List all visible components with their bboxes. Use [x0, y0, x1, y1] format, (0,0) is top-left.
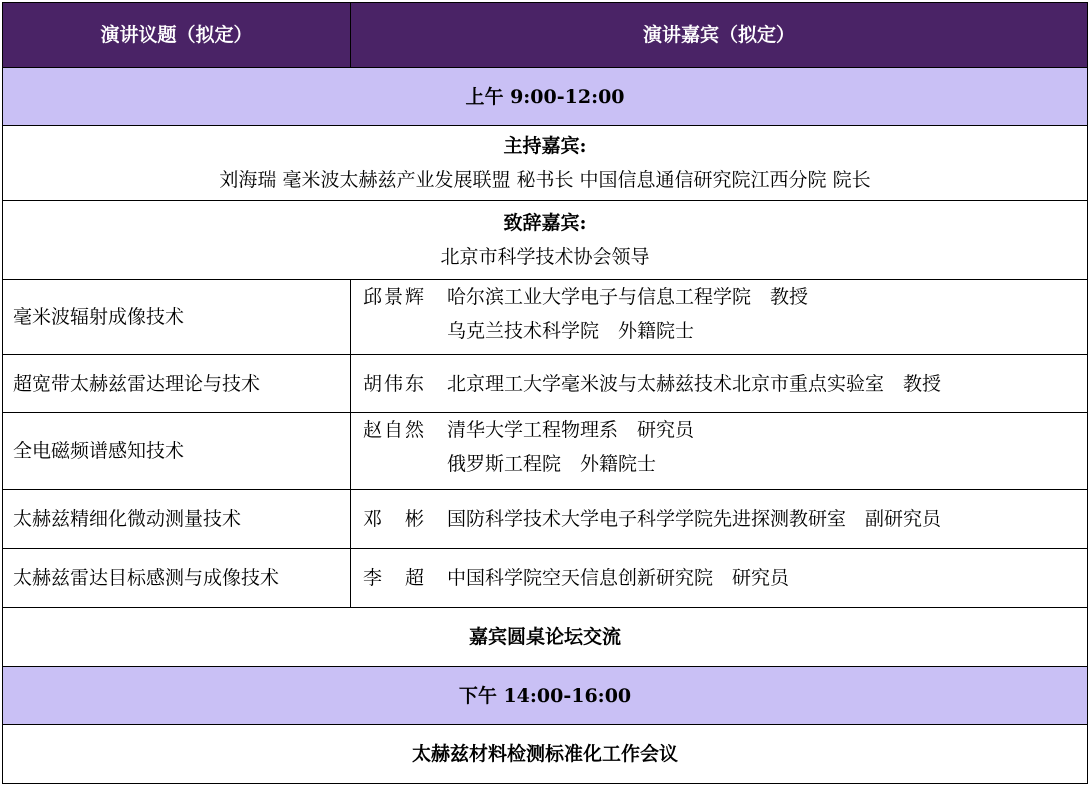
- header-speaker: 演讲嘉宾（拟定）: [351, 3, 1088, 68]
- afternoon-time: 下午 14:00-16:00: [3, 667, 1088, 725]
- talk-speaker-cell: [351, 280, 1088, 355]
- talk-speaker-cell: [351, 549, 1088, 608]
- speaker-affiliation: 俄罗斯工程院 外籍院士: [447, 453, 657, 475]
- table-row: [3, 490, 1088, 549]
- speaker-name: 李 超: [363, 567, 427, 589]
- host-row: [3, 126, 1088, 201]
- talk-speaker-cell: [351, 490, 1088, 549]
- speaker-affiliation: 哈尔滨工业大学电子与信息工程学院 教授: [447, 286, 809, 308]
- speaker-affiliation: 国防科学技术大学电子科学学院先进探测教研室 副研究员: [447, 508, 942, 530]
- speaker-name: 胡伟东: [363, 372, 427, 395]
- talk-topic: 超宽带太赫兹雷达理论与技术: [3, 355, 351, 413]
- speaker-affiliation: 中国科学院空天信息创新研究院 研究员: [447, 567, 790, 589]
- speech-info: 北京市科学技术协会领导: [440, 246, 650, 268]
- talk-speaker-cell: [351, 355, 1088, 413]
- meeting-row: [3, 725, 1088, 784]
- table-row: [3, 355, 1088, 413]
- morning-session-row: [3, 68, 1088, 126]
- host-cell: [3, 126, 1088, 201]
- roundtable-row: [3, 608, 1088, 667]
- agenda-table: [2, 2, 1088, 784]
- talk-speaker-cell: [351, 413, 1088, 490]
- speaker-affiliation: 北京理工大学毫米波与太赫兹技术北京市重点实验室 教授: [447, 372, 942, 395]
- afternoon-session-row: [3, 667, 1088, 725]
- morning-time: 上午 9:00-12:00: [3, 68, 1088, 126]
- talk-topic: 全电磁频谱感知技术: [3, 413, 351, 490]
- speech-row: [3, 201, 1088, 280]
- meeting-label: 太赫兹材料检测标准化工作会议: [3, 725, 1088, 784]
- speaker-affiliation: 清华大学工程物理系 研究员: [447, 419, 695, 441]
- table-header-row: [3, 3, 1088, 68]
- host-title: 主持嘉宾:: [503, 135, 587, 157]
- table-row: [3, 549, 1088, 608]
- table-row: [3, 280, 1088, 355]
- table-row: [3, 413, 1088, 490]
- speech-title: 致辞嘉宾:: [503, 212, 587, 234]
- speech-cell: [3, 201, 1088, 280]
- talk-topic: 太赫兹雷达目标感测与成像技术: [3, 549, 351, 608]
- speaker-affiliation: 乌克兰技术科学院 外籍院士: [447, 320, 695, 342]
- talk-topic: 太赫兹精细化微动测量技术: [3, 490, 351, 549]
- host-info: 刘海瑞 毫米波太赫兹产业发展联盟 秘书长 中国信息通信研究院江西分院 院长: [219, 169, 871, 191]
- speaker-name: 邓 彬: [363, 508, 427, 530]
- roundtable-label: 嘉宾圆桌论坛交流: [3, 608, 1088, 667]
- talk-topic: 毫米波辐射成像技术: [3, 280, 351, 355]
- header-topic: 演讲议题（拟定）: [3, 3, 351, 68]
- speaker-name: 邱景辉: [363, 286, 427, 308]
- speaker-name: 赵自然: [363, 419, 427, 441]
